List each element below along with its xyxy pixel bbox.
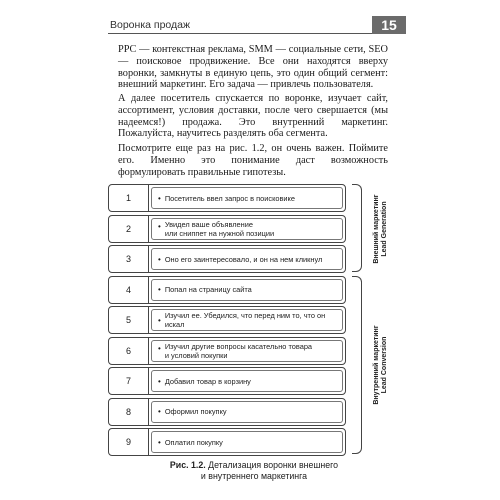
funnel-step-6 xyxy=(108,337,346,365)
step-number: 5 xyxy=(109,307,149,333)
step-text: Оплатил покупку xyxy=(164,437,223,447)
step-text: Изучил ее. Убедился, что перед ним то, что он искал xyxy=(164,311,326,329)
step-number: 1 xyxy=(109,185,149,211)
step-box xyxy=(151,187,343,209)
step-box xyxy=(151,309,343,331)
header-title: Воронка продаж xyxy=(110,19,191,31)
funnel-step-9 xyxy=(108,428,346,456)
page-number: 15 xyxy=(372,16,406,34)
caption-line2: и внутреннего маркетинга xyxy=(200,470,308,481)
funnel-step-4 xyxy=(108,276,346,304)
step-box xyxy=(151,370,343,392)
step-text: Оформил покупку xyxy=(164,407,227,416)
bullet-icon: • xyxy=(158,407,161,416)
step-text: Оно его заинтересовало, и он на нем кликнул xyxy=(164,254,323,264)
bullet-icon: • xyxy=(158,285,161,294)
brace-internal-line1: Внутренний маркетинг xyxy=(373,325,380,405)
caption-label: Рис. 1.2. xyxy=(169,460,206,470)
bullet-icon: • xyxy=(158,437,161,447)
paragraph-1: PPC — контекстная реклама, SMM — социальные сети, SEO — поисковое продвижение. Все они находятся вверху воронки, замкнуты в единую цепь, это один общий сегмент: внешний маркетинг. Его задача — привлечь пользователя. xyxy=(118,44,388,91)
funnel-step-2 xyxy=(108,215,346,243)
step-number: 8 xyxy=(109,399,149,425)
bullet-icon: • xyxy=(158,343,161,353)
brace-internal xyxy=(352,276,362,454)
paragraph-3: Посмотрите еще раз на рис. 1.2, он очень важен. Поймите его. Именно это понимание даст возможность формулировать правильные гипотезы. xyxy=(118,143,388,178)
funnel-step-1 xyxy=(108,184,346,212)
bullet-icon: • xyxy=(158,315,161,325)
bullet-icon: • xyxy=(158,193,161,203)
step-box xyxy=(151,279,343,301)
funnel-step-3 xyxy=(108,245,346,273)
brace-external-label xyxy=(373,174,389,284)
funnel-figure xyxy=(108,182,400,454)
step-number: 6 xyxy=(109,338,149,364)
running-header xyxy=(108,18,400,34)
step-number: 7 xyxy=(109,368,149,394)
brace-external xyxy=(352,184,362,272)
step-text: Изучил другие вопросы касательно товара и условий покупки xyxy=(164,341,313,360)
funnel-step-7 xyxy=(108,367,346,395)
brace-internal-label xyxy=(373,310,389,420)
funnel-step-5 xyxy=(108,306,346,334)
step-box xyxy=(151,218,343,240)
step-box xyxy=(151,248,343,270)
funnel-step-8 xyxy=(108,398,346,426)
step-text: Посетитель ввел запрос в поисковике xyxy=(164,193,295,203)
step-text: Добавил товар в корзину xyxy=(164,376,251,386)
figure-caption xyxy=(108,460,400,481)
brace-external-line2: Lead Generation xyxy=(381,201,388,257)
brace-external-line1: Внешний маркетинг xyxy=(373,194,380,264)
bullet-icon: • xyxy=(158,376,161,386)
bullet-icon: • xyxy=(158,221,161,231)
step-text: Увидел ваше объявление или сниппет на нужной позиции xyxy=(164,219,275,238)
step-box xyxy=(151,401,343,423)
step-number: 3 xyxy=(109,246,149,272)
paragraph-2: А далее посетитель спускается по воронке, изучает сайт, ассортимент, условия доставки, после чего свершается (мы надеемся!) продажа. Это внутренний маркетинг. Пожалуйста, научитесь разделять оба сегмента. xyxy=(118,93,388,140)
step-number: 9 xyxy=(109,429,149,455)
brace-internal-line2: Lead Conversion xyxy=(381,336,388,394)
step-box xyxy=(151,431,343,453)
step-box xyxy=(151,340,343,362)
caption-line1: Детализация воронки внешнего xyxy=(208,460,339,470)
step-text: Попал на страницу сайта xyxy=(164,285,252,294)
step-number: 4 xyxy=(109,277,149,303)
bullet-icon: • xyxy=(158,254,161,264)
step-number: 2 xyxy=(109,216,149,242)
